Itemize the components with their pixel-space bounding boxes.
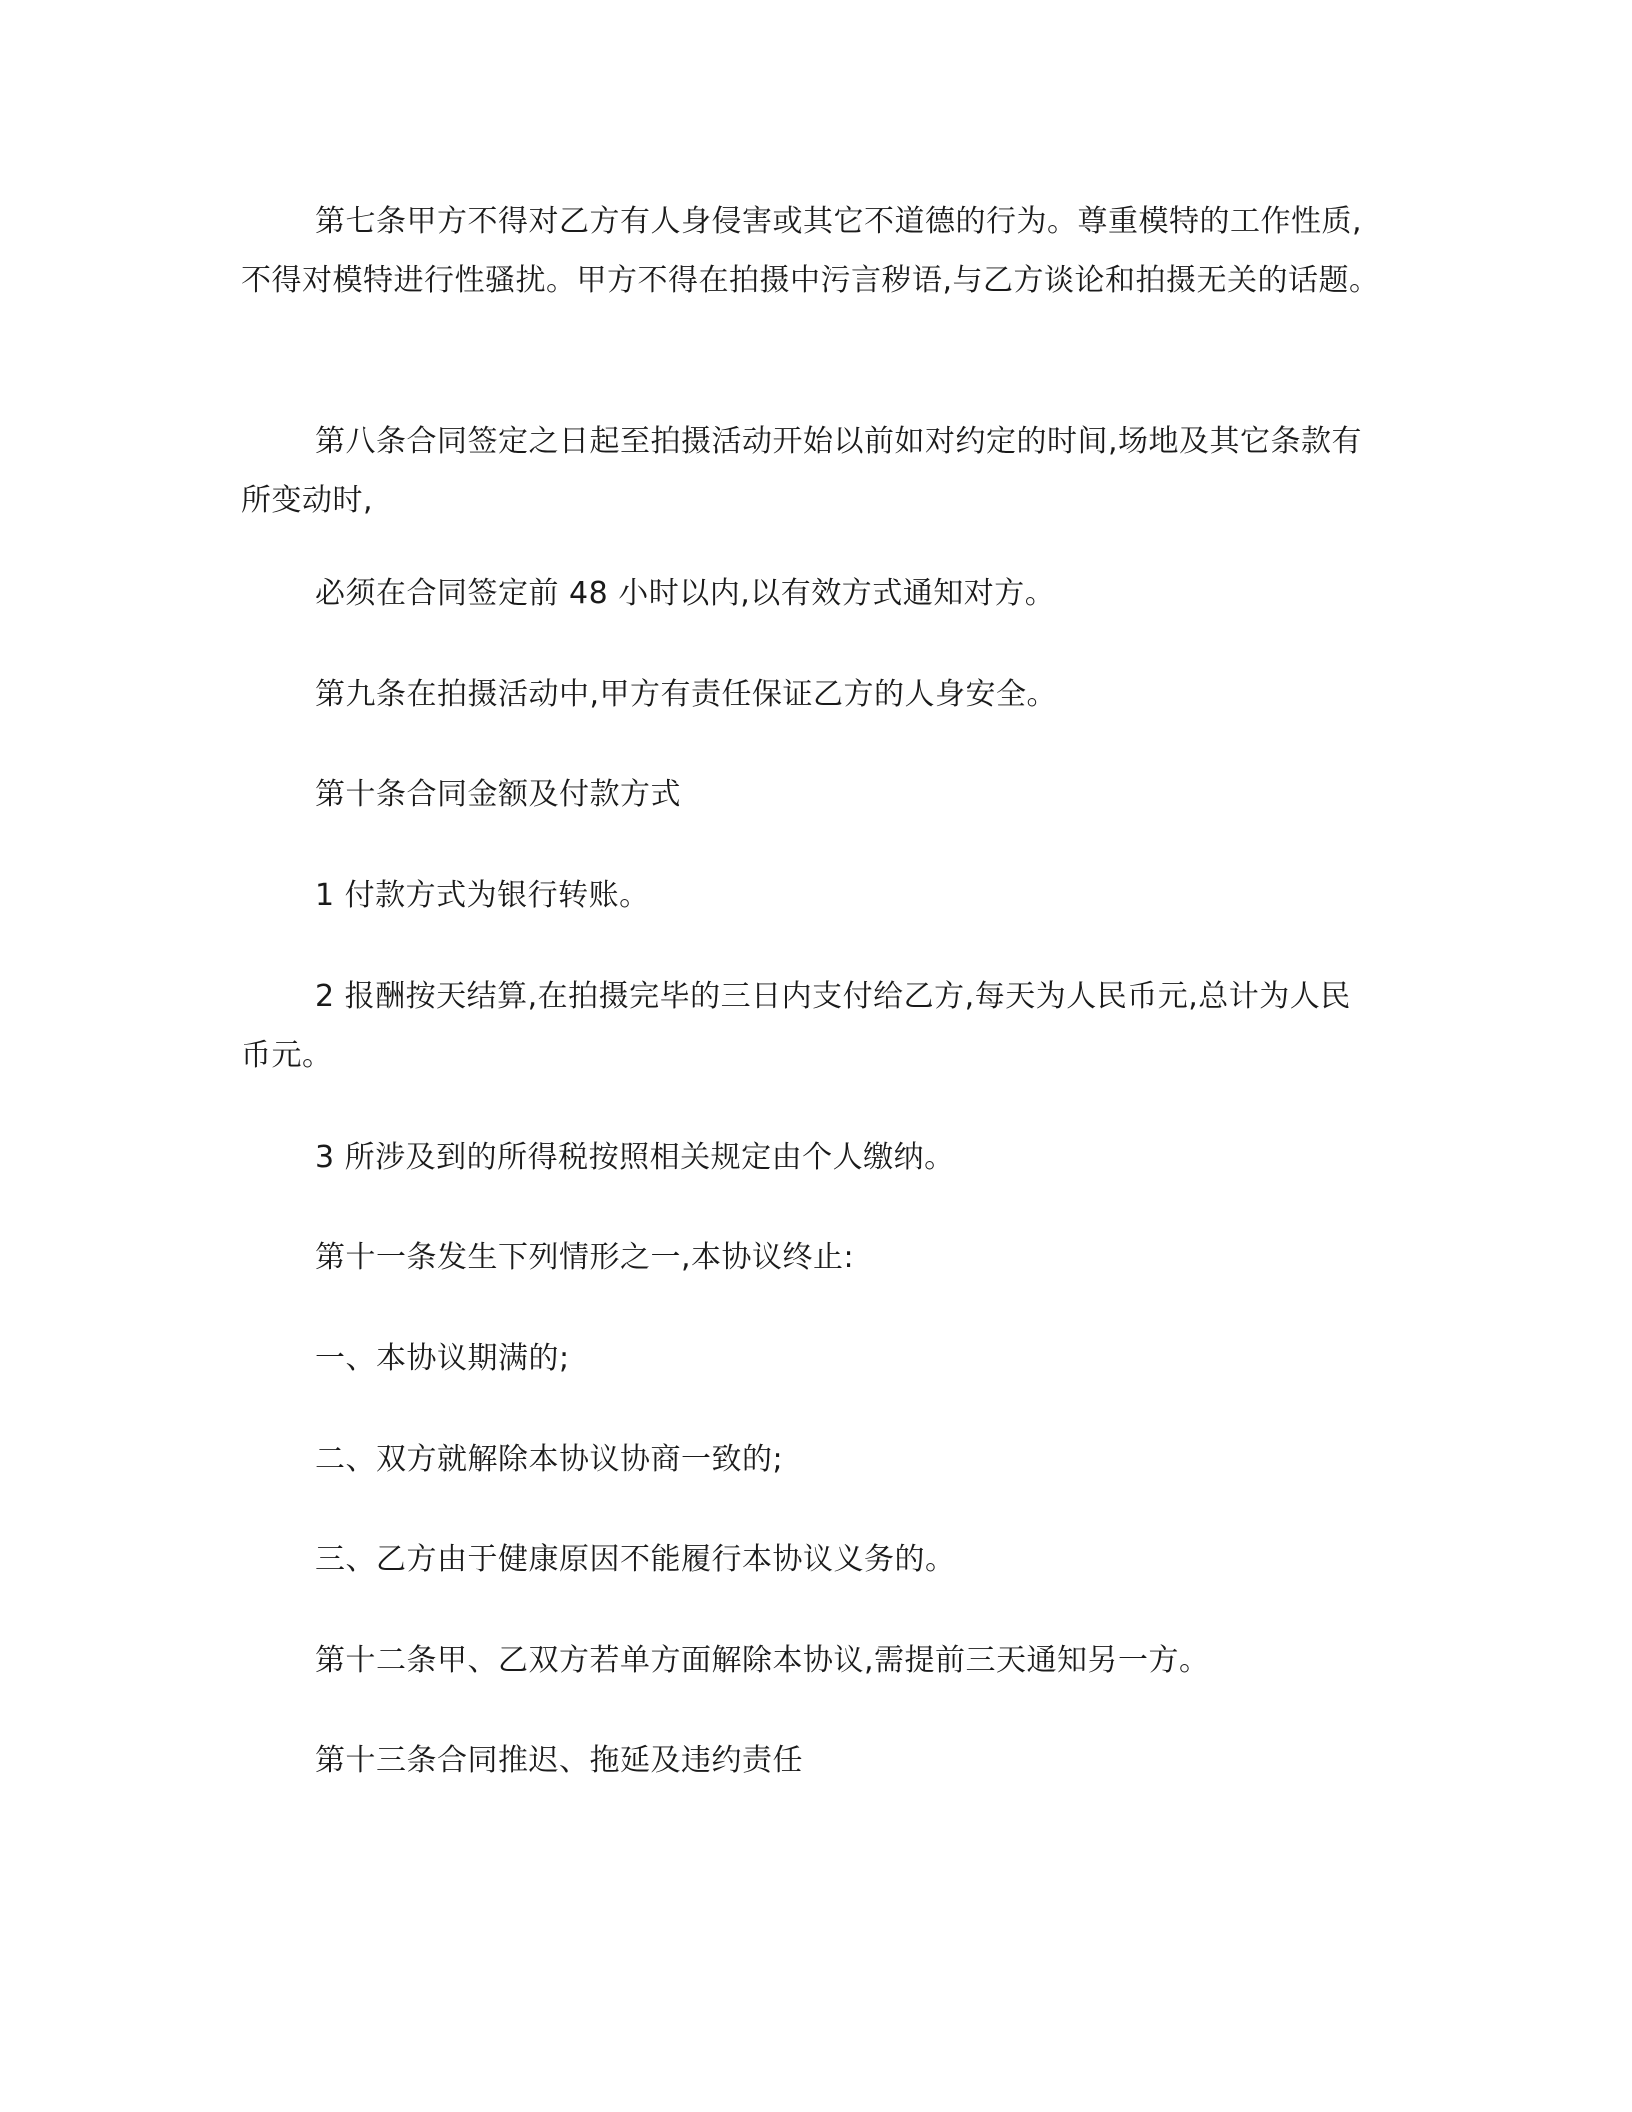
paragraph-article-11-heading: 第十一条发生下列情形之一,本协议终止: [315, 1240, 855, 1275]
paragraph-article-8-continued: 必须在合同签定前 48 小时以内,以有效方式通知对方。 [315, 576, 1056, 611]
paragraph-article-8: 第八条合同签定之日起至拍摄活动开始以前如对约定的时间,场地及其它条款有所变动时, [241, 424, 1363, 518]
paragraph-income-tax: 3 所涉及到的所得税按照相关规定由个人缴纳。 [315, 1140, 955, 1175]
paragraph-payment-method: 1 付款方式为银行转账。 [315, 878, 650, 913]
paragraph-termination-3: 三、乙方由于健康原因不能履行本协议义务的。 [315, 1542, 956, 1577]
paragraph-article-10-heading: 第十条合同金额及付款方式 [315, 777, 681, 812]
paragraph-termination-1: 一、本协议期满的; [315, 1341, 570, 1376]
paragraph-article-9: 第九条在拍摄活动中,甲方有责任保证乙方的人身安全。 [315, 677, 1058, 712]
paragraph-payment-settlement: 2 报酬按天结算,在拍摄完毕的三日内支付给乙方,每天为人民币元,总计为人民币元。 [241, 979, 1351, 1073]
paragraph-article-13-heading: 第十三条合同推迟、拖延及违约责任 [315, 1743, 803, 1778]
paragraph-article-7: 第七条甲方不得对乙方有人身侵害或其它不道德的行为。尊重模特的工作性质,不得对模特进行性骚扰。甲方不得在拍摄中污言秽语,与乙方谈论和拍摄无关的话题。 [241, 204, 1380, 298]
paragraph-termination-2: 二、双方就解除本协议协商一致的; [315, 1442, 784, 1477]
paragraph-article-12: 第十二条甲、乙双方若单方面解除本协议,需提前三天通知另一方。 [315, 1643, 1210, 1678]
